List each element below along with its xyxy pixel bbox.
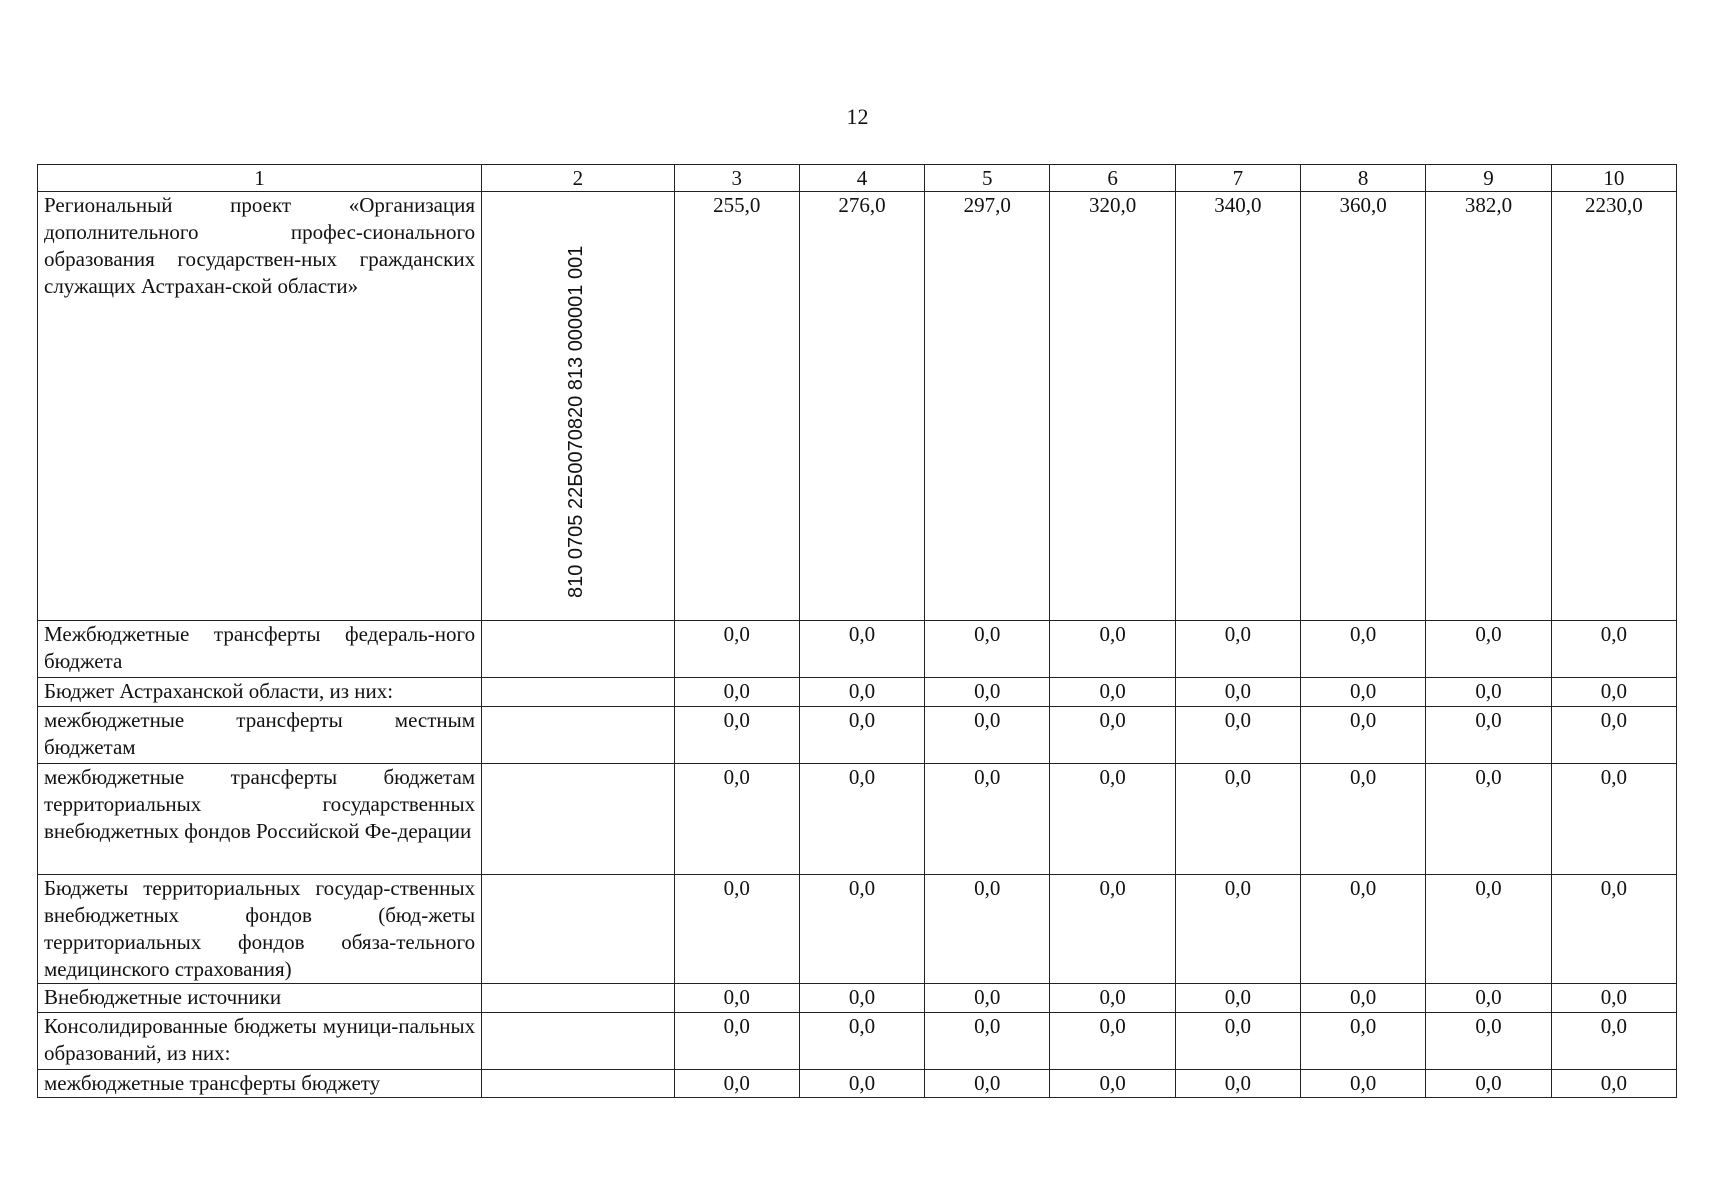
row-name: Внебюджетные источники [38,984,482,1013]
page-number: 12 [846,104,869,129]
value-cell: 0,0 [1551,621,1676,678]
value-cell: 0,0 [799,764,924,875]
value-cell: 0,0 [1551,678,1676,707]
value-cell: 0,0 [925,984,1050,1013]
value-cell: 0,0 [1551,1013,1676,1070]
value-cell: 0,0 [674,1013,799,1070]
value-cell: 382,0 [1426,192,1551,621]
value-cell: 0,0 [1551,764,1676,875]
row-name: межбюджетные трансферты местным бюджетам [38,707,482,764]
header-row [38,165,1677,192]
value-cell: 0,0 [925,621,1050,678]
row-name: Бюджет Астраханской области, из них: [38,678,482,707]
value-cell: 0,0 [925,764,1050,875]
row-name: Консолидированные бюджеты муници-пальных образований, из них: [38,1013,482,1070]
header-cell: 1 [38,165,482,192]
budget-code-cell [482,621,674,678]
value-cell: 0,0 [674,1070,799,1098]
value-cell: 0,0 [925,1070,1050,1098]
value-cell: 0,0 [1050,984,1175,1013]
budget-code-cell [482,1070,674,1098]
value-cell: 0,0 [1426,1070,1551,1098]
budget-code-cell [482,764,674,875]
value-cell: 0,0 [1426,1013,1551,1070]
value-cell: 0,0 [1175,1013,1300,1070]
table-row [38,192,1677,621]
table-row [38,621,1677,678]
value-cell: 255,0 [674,192,799,621]
value-cell: 320,0 [1050,192,1175,621]
value-cell: 0,0 [1426,621,1551,678]
value-cell: 0,0 [674,764,799,875]
table-row [38,875,1677,984]
table-row [38,1013,1677,1070]
value-cell: 0,0 [799,678,924,707]
value-cell: 0,0 [1301,764,1426,875]
header-cell: 10 [1551,165,1676,192]
value-cell: 0,0 [1301,621,1426,678]
value-cell: 340,0 [1175,192,1300,621]
value-cell: 0,0 [1050,875,1175,984]
row-name: межбюджетные трансферты бюджету [38,1070,482,1098]
value-cell: 0,0 [1050,678,1175,707]
value-cell: 0,0 [1175,707,1300,764]
header-cell: 5 [925,165,1050,192]
value-cell: 0,0 [1050,707,1175,764]
value-cell: 0,0 [1551,707,1676,764]
value-cell: 0,0 [1426,875,1551,984]
value-cell: 0,0 [1050,621,1175,678]
value-cell: 0,0 [1175,764,1300,875]
value-cell: 0,0 [674,707,799,764]
value-cell: 0,0 [799,621,924,678]
value-cell: 0,0 [1301,678,1426,707]
row-name: межбюджетные трансферты бюджетам территориальных государственных внебюджетных фондов Российской Фе-дерации [38,764,482,875]
budget-code-cell [482,192,674,621]
value-cell: 0,0 [799,1070,924,1098]
budget-code-cell [482,984,674,1013]
budget-code-cell [482,1013,674,1070]
table-row [38,984,1677,1013]
value-cell: 0,0 [1175,875,1300,984]
value-cell: 360,0 [1301,192,1426,621]
value-cell: 0,0 [925,1013,1050,1070]
header-cell: 3 [674,165,799,192]
value-cell: 0,0 [1426,764,1551,875]
value-cell: 276,0 [799,192,924,621]
value-cell: 0,0 [674,875,799,984]
table-row [38,707,1677,764]
value-cell: 0,0 [799,875,924,984]
value-cell: 0,0 [1551,984,1676,1013]
value-cell: 0,0 [1551,1070,1676,1098]
value-cell: 0,0 [674,678,799,707]
value-cell: 0,0 [925,707,1050,764]
value-cell: 0,0 [1551,875,1676,984]
value-cell: 0,0 [674,984,799,1013]
value-cell: 0,0 [1301,707,1426,764]
row-name: Региональный проект «Организация дополнительного профес-сионального образования государствен-ных гражданских служащих Астрахан-ской области» [38,192,482,621]
header-cell: 2 [482,165,674,192]
value-cell: 0,0 [1050,764,1175,875]
value-cell: 0,0 [1175,1070,1300,1098]
value-cell: 0,0 [799,984,924,1013]
value-cell: 0,0 [925,678,1050,707]
value-cell: 0,0 [1301,1013,1426,1070]
value-cell: 0,0 [925,875,1050,984]
value-cell: 0,0 [1301,875,1426,984]
value-cell: 0,0 [1301,984,1426,1013]
budget-code: 810 0705 22Б0070820 813 000001 001 [564,245,587,598]
row-name: Межбюджетные трансферты федераль-ного бюджета [38,621,482,678]
value-cell: 0,0 [1426,984,1551,1013]
value-cell: 0,0 [1301,1070,1426,1098]
value-cell: 297,0 [925,192,1050,621]
value-cell: 0,0 [1426,707,1551,764]
header-cell: 6 [1050,165,1175,192]
value-cell: 0,0 [1050,1013,1175,1070]
header-cell: 8 [1301,165,1426,192]
header-cell: 4 [799,165,924,192]
budget-code-cell [482,875,674,984]
header-cell: 7 [1175,165,1300,192]
value-cell: 0,0 [1050,1070,1175,1098]
budget-table [37,164,1677,1098]
budget-code-cell [482,707,674,764]
value-cell: 0,0 [1426,678,1551,707]
value-cell: 0,0 [1175,621,1300,678]
row-name: Бюджеты территориальных государ-ственных внебюджетных фондов (бюд-жеты территориальных фондов обяза-тельного медицинского страхования) [38,875,482,984]
table-row [38,764,1677,875]
value-cell: 0,0 [799,1013,924,1070]
table-row [38,678,1677,707]
header-cell: 9 [1426,165,1551,192]
value-cell: 0,0 [1175,984,1300,1013]
value-cell: 0,0 [1175,678,1300,707]
value-cell: 2230,0 [1551,192,1676,621]
value-cell: 0,0 [674,621,799,678]
value-cell: 0,0 [799,707,924,764]
table-row [38,1070,1677,1098]
budget-code-cell [482,678,674,707]
